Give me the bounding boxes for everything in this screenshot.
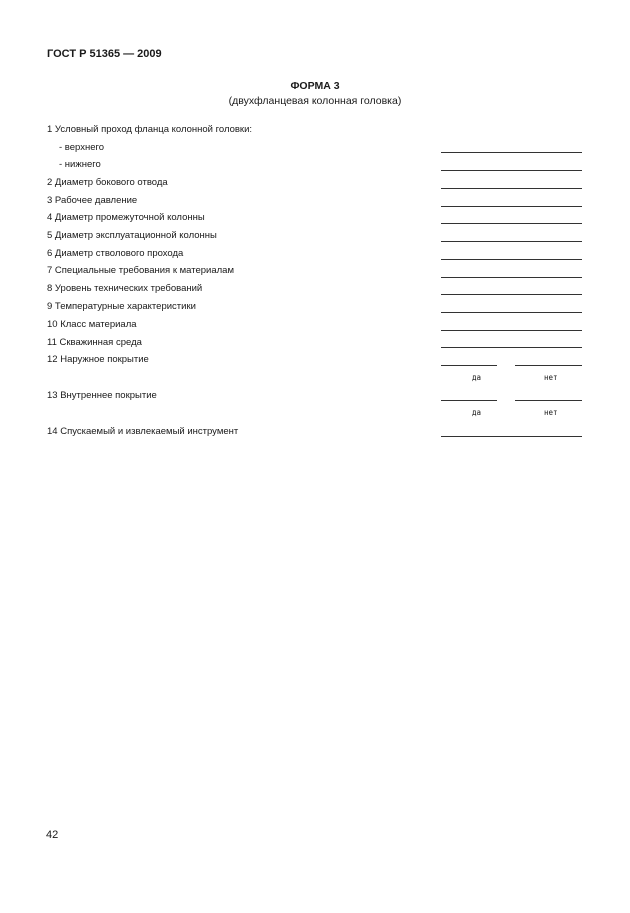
row-3-field[interactable]	[441, 206, 582, 207]
row-10-field[interactable]	[441, 330, 582, 331]
row-6-label: 6 Диаметр стволового прохода	[47, 248, 184, 259]
row-12-yes-field[interactable]	[441, 365, 497, 366]
row-3-label: 3 Рабочее давление	[47, 195, 138, 206]
row-13-yes-caption: да	[472, 408, 482, 417]
form-title: ФОРМА 3	[290, 80, 340, 92]
row-12-label: 12 Наружное покрытие	[47, 354, 149, 365]
row-14-field[interactable]	[441, 436, 582, 437]
row-1-lower-label: - нижнего	[59, 159, 101, 170]
row-13-no-field[interactable]	[515, 400, 582, 401]
page-number: 42	[46, 829, 59, 841]
row-8-label: 8 Уровень технических требований	[47, 283, 203, 294]
row-13-yes-field[interactable]	[441, 400, 497, 401]
row-5-field[interactable]	[441, 241, 582, 242]
row-11-label: 11 Скважинная среда	[47, 337, 142, 348]
row-14-label: 14 Спускаемый и извлекаемый инструмент	[47, 426, 239, 437]
row-5-label: 5 Диаметр эксплуатационной колонны	[47, 230, 217, 241]
row-11-field[interactable]	[441, 347, 582, 348]
row-2-field[interactable]	[441, 188, 582, 189]
row-12-no-caption: нет	[544, 373, 558, 382]
row-4-label: 4 Диаметр промежуточной колонны	[47, 212, 205, 223]
row-7-label: 7 Специальные требования к материалам	[47, 265, 234, 276]
row-7-field[interactable]	[441, 277, 582, 278]
row-1-lower-field[interactable]	[441, 170, 582, 171]
row-12-no-field[interactable]	[515, 365, 582, 366]
row-8-field[interactable]	[441, 294, 582, 295]
row-13-no-caption: нет	[544, 408, 558, 417]
row-4-field[interactable]	[441, 223, 582, 224]
row-10-label: 10 Класс материала	[47, 319, 137, 330]
row-2-label: 2 Диаметр бокового отвода	[47, 177, 168, 188]
row-6-field[interactable]	[441, 259, 582, 260]
row-1-upper-field[interactable]	[441, 152, 582, 153]
document-code: ГОСТ Р 51365 — 2009	[47, 48, 162, 60]
row-12-yes-caption: да	[472, 373, 482, 382]
row-9-label: 9 Температурные характеристики	[47, 301, 196, 312]
row-9-field[interactable]	[441, 312, 582, 313]
form-subtitle: (двухфланцевая колонная головка)	[228, 95, 402, 107]
row-1-label: 1 Условный проход фланца колонной головки:	[47, 124, 253, 135]
row-1-upper-label: - верхнего	[59, 142, 105, 153]
row-13-label: 13 Внутреннее покрытие	[47, 390, 157, 401]
